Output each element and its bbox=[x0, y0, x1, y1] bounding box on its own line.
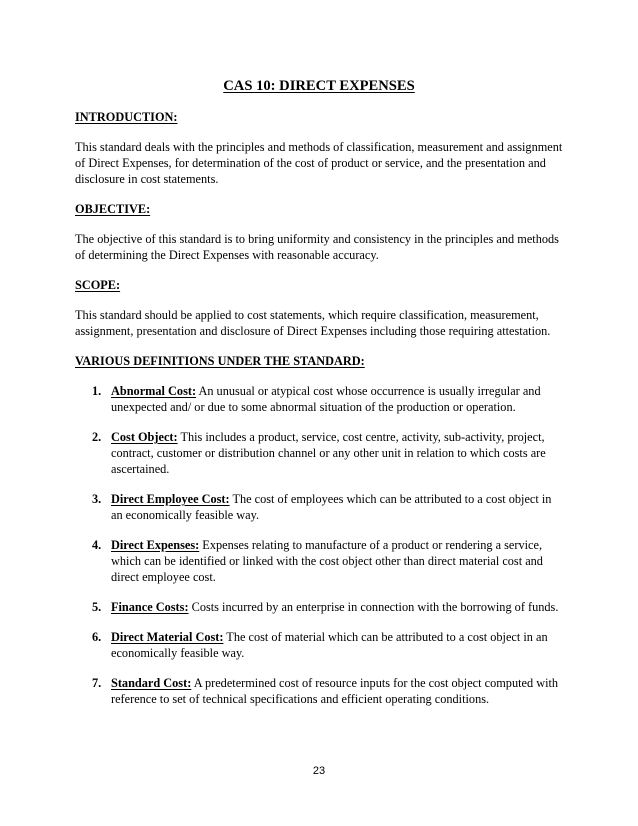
definition-number: 5. bbox=[92, 600, 102, 614]
definition-item bbox=[75, 537, 565, 585]
objective-text: The objective of this standard is to bring uniformity and consistency in the principles and methods of determining the Direct Expenses with reasonable accuracy. bbox=[75, 232, 559, 262]
definition-item bbox=[75, 599, 565, 615]
definition-term: Abnormal Cost: bbox=[111, 384, 197, 398]
definition-term: Standard Cost: bbox=[111, 676, 192, 690]
definition-item bbox=[75, 429, 565, 477]
definition-term: Cost Object: bbox=[111, 430, 178, 444]
definition-number: 7. bbox=[92, 676, 102, 690]
definition-text: Costs incurred by an enterprise in connection with the borrowing of funds. bbox=[188, 600, 559, 614]
definition-number: 3. bbox=[92, 492, 102, 506]
definition-text: This includes a product, service, cost centre, activity, sub-activity, project, contract, customer or distribution channel or any other unit in relation to which costs are ascertained. bbox=[111, 430, 546, 476]
definition-text: An unusual or atypical cost whose occurrence is usually irregular and unexpected and/ or due to some abnormal situation of the production or operation. bbox=[111, 384, 541, 414]
scope-heading: SCOPE: bbox=[75, 278, 121, 292]
definition-number: 2. bbox=[92, 430, 102, 444]
definition-term: Direct Material Cost: bbox=[111, 630, 224, 644]
objective-heading: OBJECTIVE: bbox=[75, 202, 151, 216]
page-number: 23 bbox=[312, 765, 326, 777]
introduction-heading: INTRODUCTION: bbox=[75, 110, 178, 124]
definition-term: Direct Employee Cost: bbox=[111, 492, 230, 506]
definitions-heading: VARIOUS DEFINITIONS UNDER THE STANDARD: bbox=[75, 354, 365, 368]
introduction-text: This standard deals with the principles and methods of classification, measurement and assignment of Direct Expenses, for determination of the cost of product or service, and the presentation and disclosure in cost statements. bbox=[75, 140, 563, 186]
document-body bbox=[75, 109, 565, 721]
definition-term: Finance Costs: bbox=[111, 600, 189, 614]
definition-item bbox=[75, 383, 565, 415]
definition-item bbox=[75, 491, 565, 523]
definition-text: Expenses relating to manufacture of a product or rendering a service, which can be identified or linked with the cost object other than direct material cost and direct employee cost. bbox=[111, 538, 543, 584]
definition-item bbox=[75, 675, 565, 707]
definition-number: 1. bbox=[92, 384, 102, 398]
definition-item bbox=[75, 629, 565, 661]
definitions-list bbox=[75, 383, 565, 707]
definition-number: 6. bbox=[92, 630, 102, 644]
definition-term: Direct Expenses: bbox=[111, 538, 200, 552]
definition-text: The cost of material which can be attributed to a cost object in an economically feasible way. bbox=[111, 630, 548, 660]
definition-text: A predetermined cost of resource inputs for the cost object computed with reference to set of technical specifications and efficient operating conditions. bbox=[111, 676, 559, 706]
page-title: CAS 10: DIRECT EXPENSES bbox=[223, 78, 415, 94]
definition-text: The cost of employees which can be attributed to a cost object in an economically feasible way. bbox=[111, 492, 552, 522]
scope-text: This standard should be applied to cost statements, which require classification, measurement, assignment, presentation and disclosure of Direct Expenses including those requiring attestation. bbox=[75, 308, 551, 338]
definition-number: 4. bbox=[92, 538, 102, 552]
